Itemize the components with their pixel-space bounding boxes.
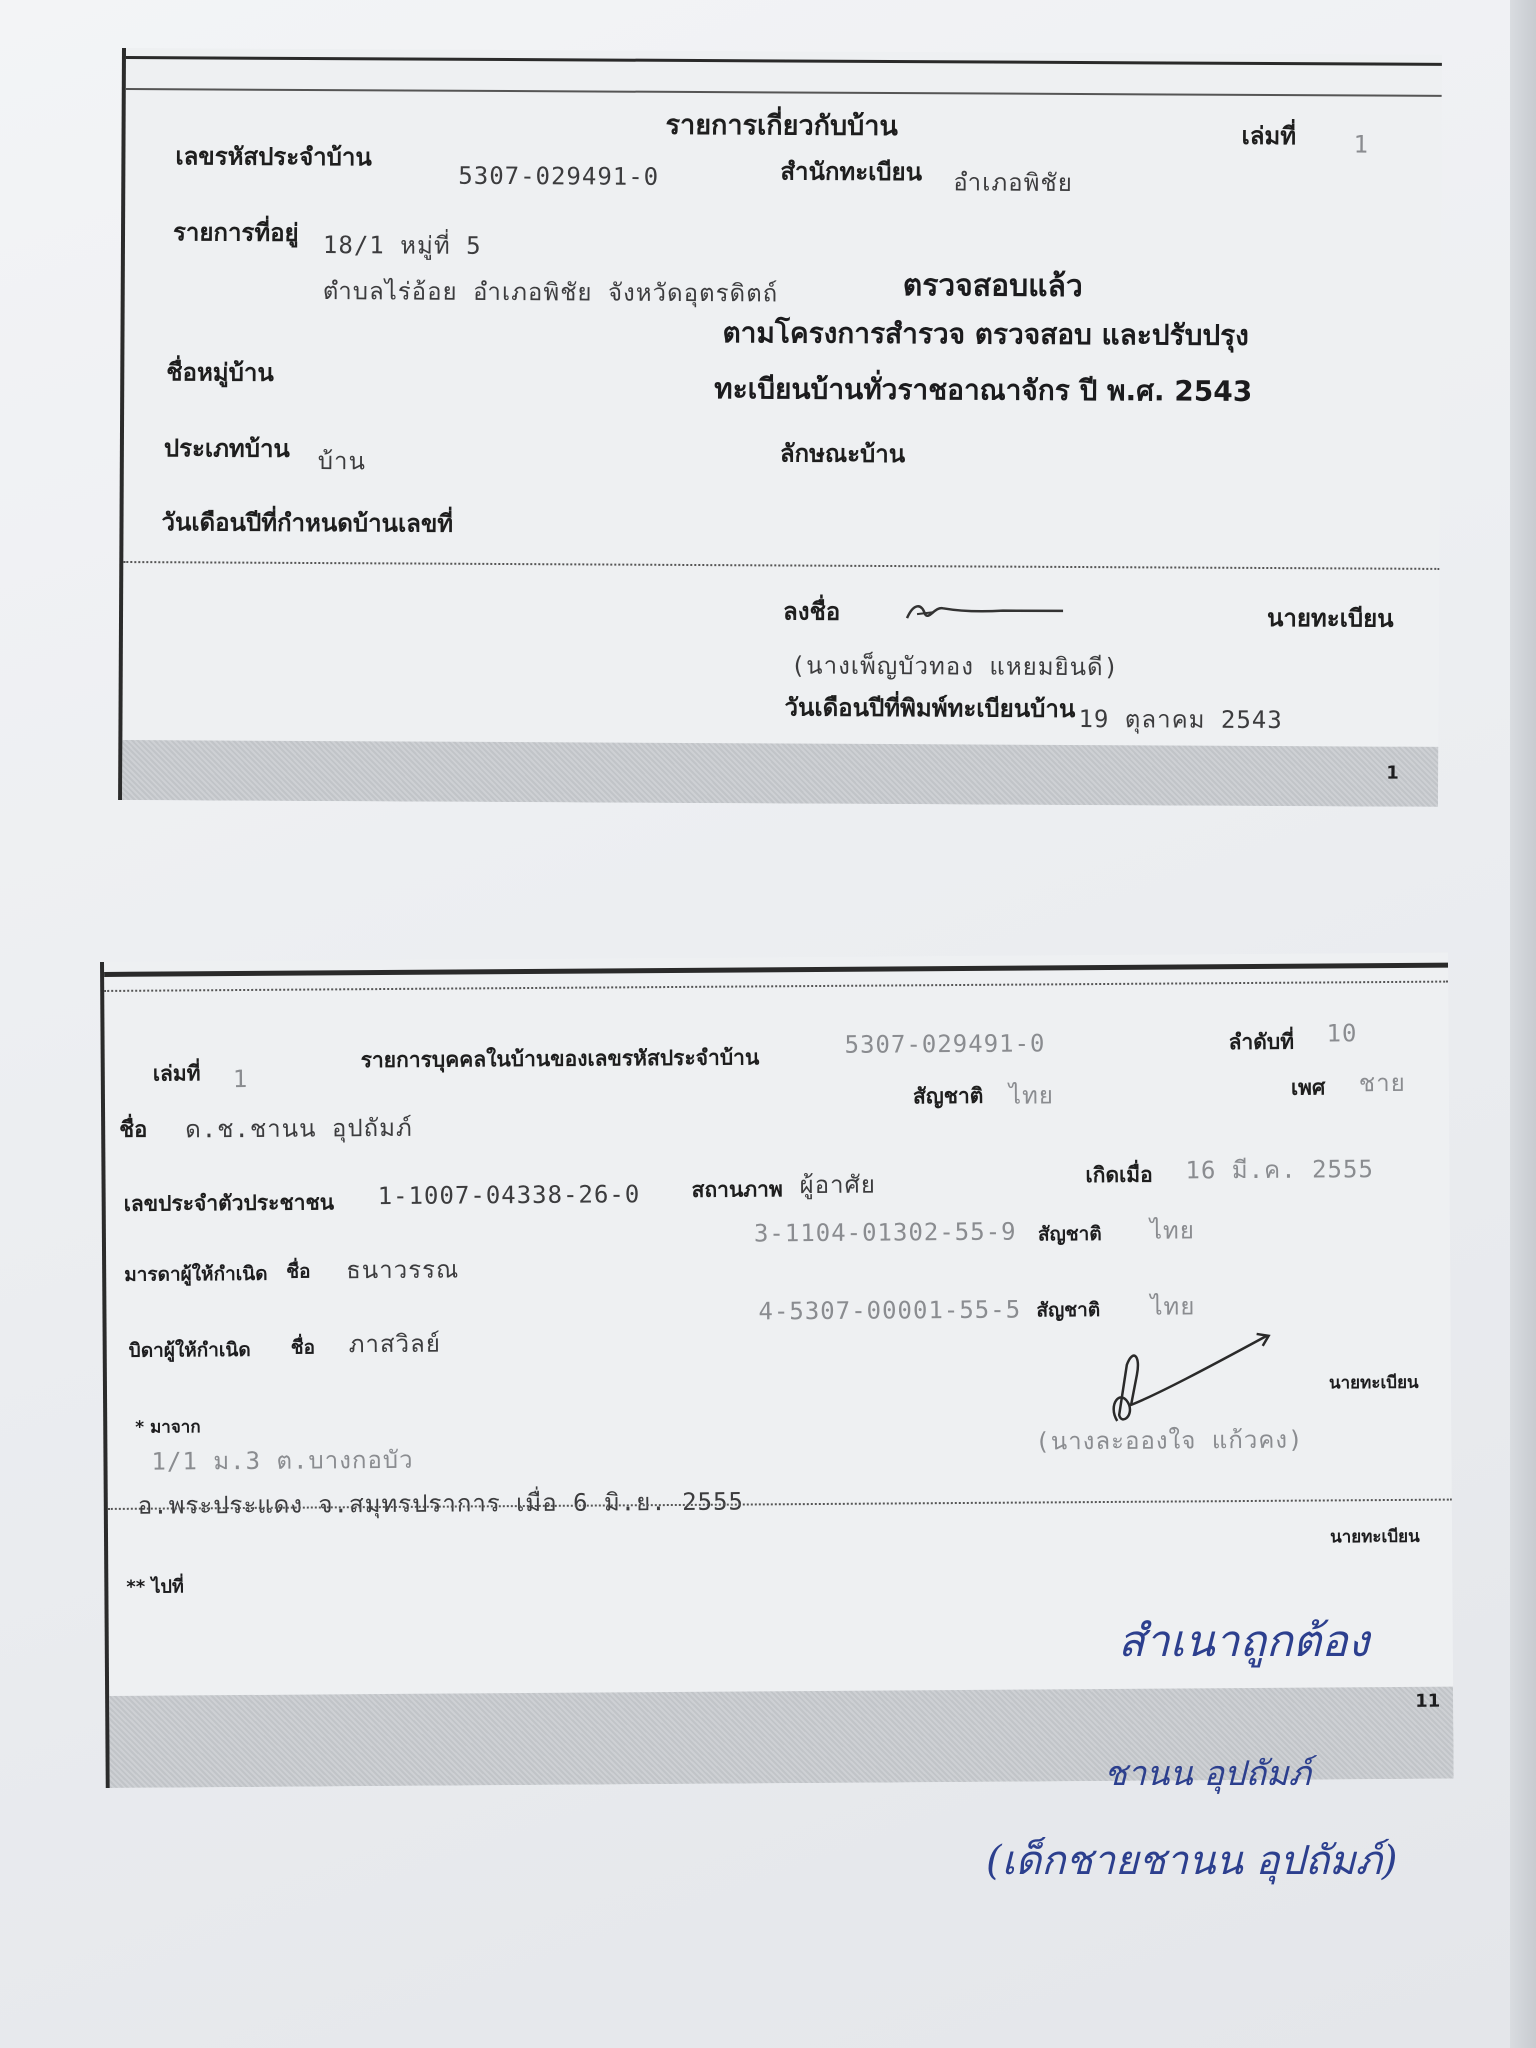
house-code-value: 5307-029491-0 [458,161,660,191]
sex-value: ชาย [1358,1068,1406,1098]
house-details-card [118,48,1442,807]
status-label: สถานภาพ [691,1177,783,1202]
page-number: 11 [1415,1690,1441,1712]
paper-edge [1510,0,1536,2048]
id-value: 1-1007-04338-26-0 [377,1180,641,1211]
card-title: รายการเกี่ยวกับบ้าน [665,109,898,143]
top-border [126,56,1442,66]
father-label: บิดาผู้ให้กำเนิด [128,1338,251,1362]
mother-name-label: ชื่อ [286,1260,311,1283]
verified-stamp-line1: ตรวจสอบแล้ว [902,268,1083,305]
father-name-label: ชื่อ [290,1336,316,1359]
sex-label: เพศ [1290,1075,1326,1100]
father-name: ภาสวิลย์ [348,1329,441,1359]
mother-label: มารดาผู้ให้กำเนิด [124,1262,268,1286]
name-label: ชื่อ [119,1117,148,1143]
moved-from-label: * มาจาก [135,1417,201,1438]
house-type-label: ประเภทบ้าน [163,434,290,463]
village-name-label: ชื่อหมู่บ้าน [166,358,274,387]
house-character-label: ลักษณะบ้าน [779,439,906,469]
moved-to-label: ** ไปที่ [126,1576,184,1598]
card-title: รายการบุคคลในบ้านของเลขรหัสประจำบ้าน [360,1045,760,1073]
father-id: 4-5307-00001-55-5 [758,1295,1022,1326]
verified-stamp-line3: ทะเบียนบ้านทั่วราชอาณาจักร ปี พ.ศ. 2543 [714,372,1253,408]
id-label: เลขประจำตัวประชาชน [123,1190,335,1216]
book-value: 1 [232,1064,249,1094]
mother-name: ธนาวรรณ [346,1255,460,1285]
address-line1: 18/1 หมู่ที่ 5 [322,231,482,260]
address-label: รายการที่อยู่ [172,218,299,247]
certified-copy-handwriting: สำเนาถูกต้อง [1118,1616,1370,1667]
top-border-inner [126,88,1442,97]
registrar-office-value: อำเภอพิชัย [953,168,1073,197]
house-code-label: เลขรหัสประจำบ้าน [175,142,372,172]
address-line2: ตำบลไร่อ้อย อำเภอพิชัย จังหวัดอุตรดิตถ์ [322,277,779,308]
status-value: ผู้อาศัย [799,1170,876,1200]
seq-label: ลำดับที่ [1228,1029,1295,1055]
registrar-title: นายทะเบียน [1266,604,1394,633]
nationality-value: ไทย [1008,1081,1055,1110]
mother-id: 3-1104-01302-55-9 [753,1217,1017,1248]
mother-nationality: ไทย [1149,1216,1195,1245]
seq-value: 10 [1326,1019,1358,1048]
nationality-label: สัญชาติ [912,1083,984,1109]
moved-from-line2: อ.พระประแดง จ.สมุทรปราการ เมื่อ 6 มิ.ย. 2555 [137,1487,745,1520]
registrar-signature [1097,1324,1298,1435]
registrar-title: นายทะเบียน [1328,1372,1419,1394]
print-date-label: วันเดือนปีที่พิมพ์ทะเบียนบ้าน [784,693,1076,724]
born-label: เกิดเมื่อ [1085,1162,1153,1188]
registrar-name: (นางเพ็ญบัวทอง แหยมยินดี) [790,651,1120,682]
signature-handwriting: ชานน อุปถัมภ์ [1104,1754,1311,1794]
mother-nationality-label: สัญชาติ [1037,1223,1102,1246]
assigned-date-label: วันเดือนปีที่กำหนดบ้านเลขที่ [161,508,454,538]
moved-from-line1: 1/1 ม.3 ต.บางกอบัว [151,1445,414,1476]
registrar-name: (นางละอองใจ แก้วคง) [1035,1425,1304,1456]
book-label: เล่มที่ [1241,121,1297,151]
house-type-value: บ้าน [317,447,367,476]
registrar-signature [903,590,1073,627]
born-value: 16 มี.ค. 2555 [1185,1155,1374,1185]
top-dotted-line [104,981,1448,992]
page-number: 1 [1386,762,1399,784]
house-code-value: 5307-029491-0 [844,1029,1046,1059]
print-date-value: 19 ตุลาคม 2543 [1078,705,1283,735]
footer-shading [122,740,1438,807]
printed-name-handwriting: (เด็กชายชานน อุปถัมภ์) [986,1838,1398,1884]
sign-label: ลงชื่อ [782,597,841,626]
top-border [104,963,1448,977]
registrar-title-2: นายทะเบียน [1329,1526,1420,1548]
father-nationality-label: สัญชาติ [1036,1299,1101,1322]
verified-stamp-line2: ตามโครงการสำรวจ ตรวจสอบ และปรับปรุง [722,316,1249,352]
registrar-office-label: สำนักทะเบียน [780,157,923,187]
book-label: เล่มที่ [152,1061,201,1086]
father-nationality: ไทย [1150,1292,1196,1321]
name-value: ด.ช.ชานน อุปถัมภ์ [185,1113,413,1144]
dotted-divider [123,561,1439,570]
book-value: 1 [1353,130,1370,159]
